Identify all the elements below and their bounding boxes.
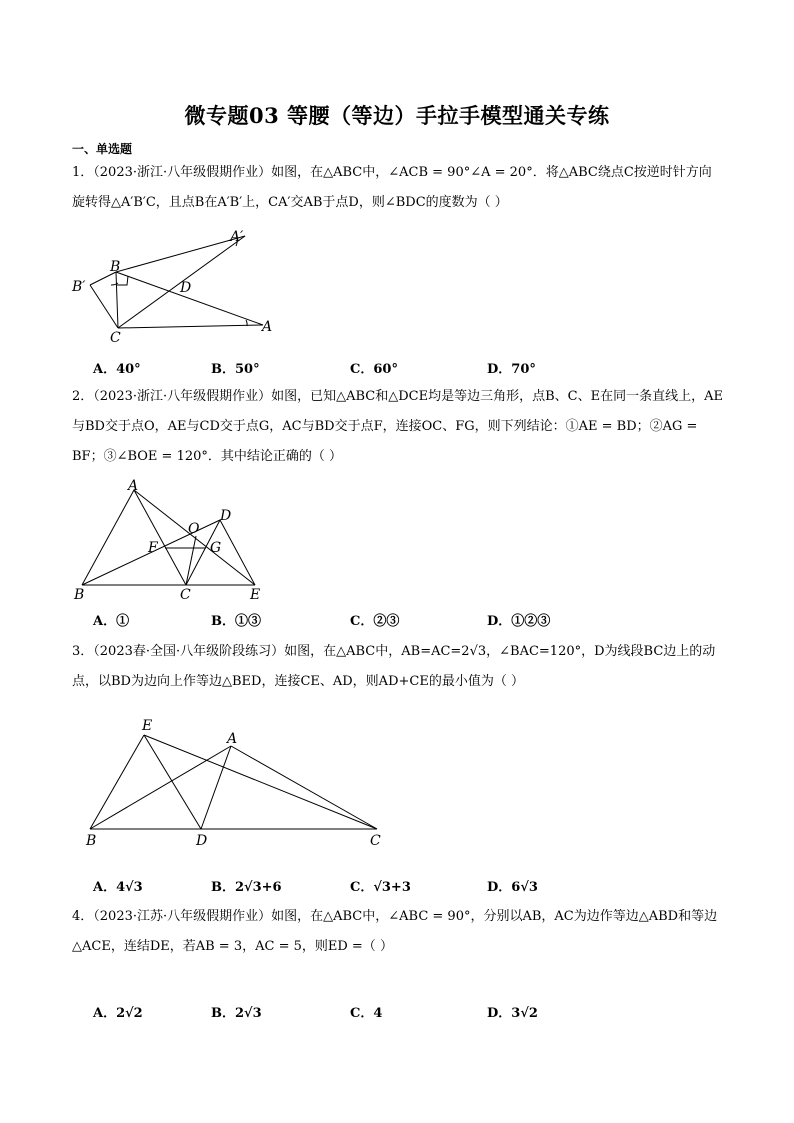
q3-option-c[interactable]: C．√3+3 [350, 880, 411, 895]
q1-option-c[interactable]: C．60° [350, 362, 398, 377]
q1-option-b[interactable]: B．50° [211, 362, 260, 377]
q1-label-d: D [180, 280, 192, 296]
question-4-text: 4．（2023·江苏·八年级假期作业）如图，在△ABC中，∠ABC = 90°，分别以AB，AC为边作等边△ABD和等边△ACE，连结DE，若AB = 3，AC = 5，则ED =（ ） [72, 909, 718, 954]
q2-label-g: G [210, 540, 222, 556]
q3-option-a[interactable]: A．4√3 [93, 880, 143, 895]
q1-label-c: C [110, 330, 121, 345]
q4-option-a[interactable]: A．2√2 [93, 1006, 143, 1021]
section-heading: 一、单选题 [72, 142, 133, 156]
q4-option-b[interactable]: B．2√3 [211, 1006, 262, 1021]
q2-label-a: A [128, 478, 139, 494]
question-2-text: 2．（2023·浙江·八年级假期作业）如图，已知△ABC和△DCE均是等边三角形，点B、C、E在同一条直线上，AE与BD交于点O，AE与CD交于点G，AC与BD交于点F，连接OC、FG，则下列结论：①AE = BD；②AG = BF；③∠BOE = 120°．其中结论正确的（ ） [72, 389, 723, 464]
q2-label-o: O [188, 521, 200, 537]
q4-option-c[interactable]: C．4 [350, 1006, 383, 1021]
question-1-figure [70, 225, 290, 345]
q2-option-d[interactable]: D．①②③ [487, 614, 551, 629]
q1-label-a-prime: A′ [230, 229, 244, 245]
q3-option-d[interactable]: D．6√3 [487, 880, 538, 895]
q3-label-a: A [227, 731, 238, 747]
q1-label-b: B [110, 259, 121, 275]
q3-label-e: E [142, 718, 153, 734]
q1-option-a[interactable]: A．40° [93, 362, 141, 377]
q2-option-a[interactable]: A．① [93, 614, 130, 629]
question-2-figure [70, 478, 280, 603]
q3-label-d: D [196, 833, 208, 849]
q2-label-d: D [220, 508, 232, 524]
page-title: 微专题03 等腰（等边）手拉手模型通关专练 [184, 103, 610, 128]
q2-option-b[interactable]: B．①③ [211, 614, 261, 629]
question-1-text: 1．（2023·浙江·八年级假期作业）如图，在△ABC中，∠ACB = 90°∠A = 20°．将△ABC绕点C按逆时针方向旋转得△A′B′C，且点B在A′B′上，CA′交AB于点D，则∠BDC的度数为（ ） [72, 165, 712, 210]
q2-label-e: E [250, 587, 261, 603]
q2-option-c[interactable]: C．②③ [350, 614, 400, 629]
q4-option-d[interactable]: D．3√2 [487, 1006, 538, 1021]
q3-label-c: C [370, 833, 381, 849]
q3-label-b: B [86, 833, 97, 849]
q3-option-b[interactable]: B．2√3+6 [211, 880, 282, 895]
q2-label-f: F [148, 540, 158, 556]
q2-label-b: B [74, 587, 85, 603]
q1-label-b-prime: B′ [72, 279, 86, 295]
question-3-text: 3．（2023春·全国·八年级阶段练习）如图，在△ABC中，AB=AC=2√3，∠BAC=120°，D为线段BC边上的动点，以BD为边向上作等边△BED，连接CE、AD，则AD+CE的最小值为（ ） [72, 644, 716, 689]
q1-label-a: A [262, 319, 273, 335]
q1-option-d[interactable]: D．70° [487, 362, 536, 377]
question-3-figure [80, 712, 390, 852]
q2-label-c: C [180, 587, 191, 603]
